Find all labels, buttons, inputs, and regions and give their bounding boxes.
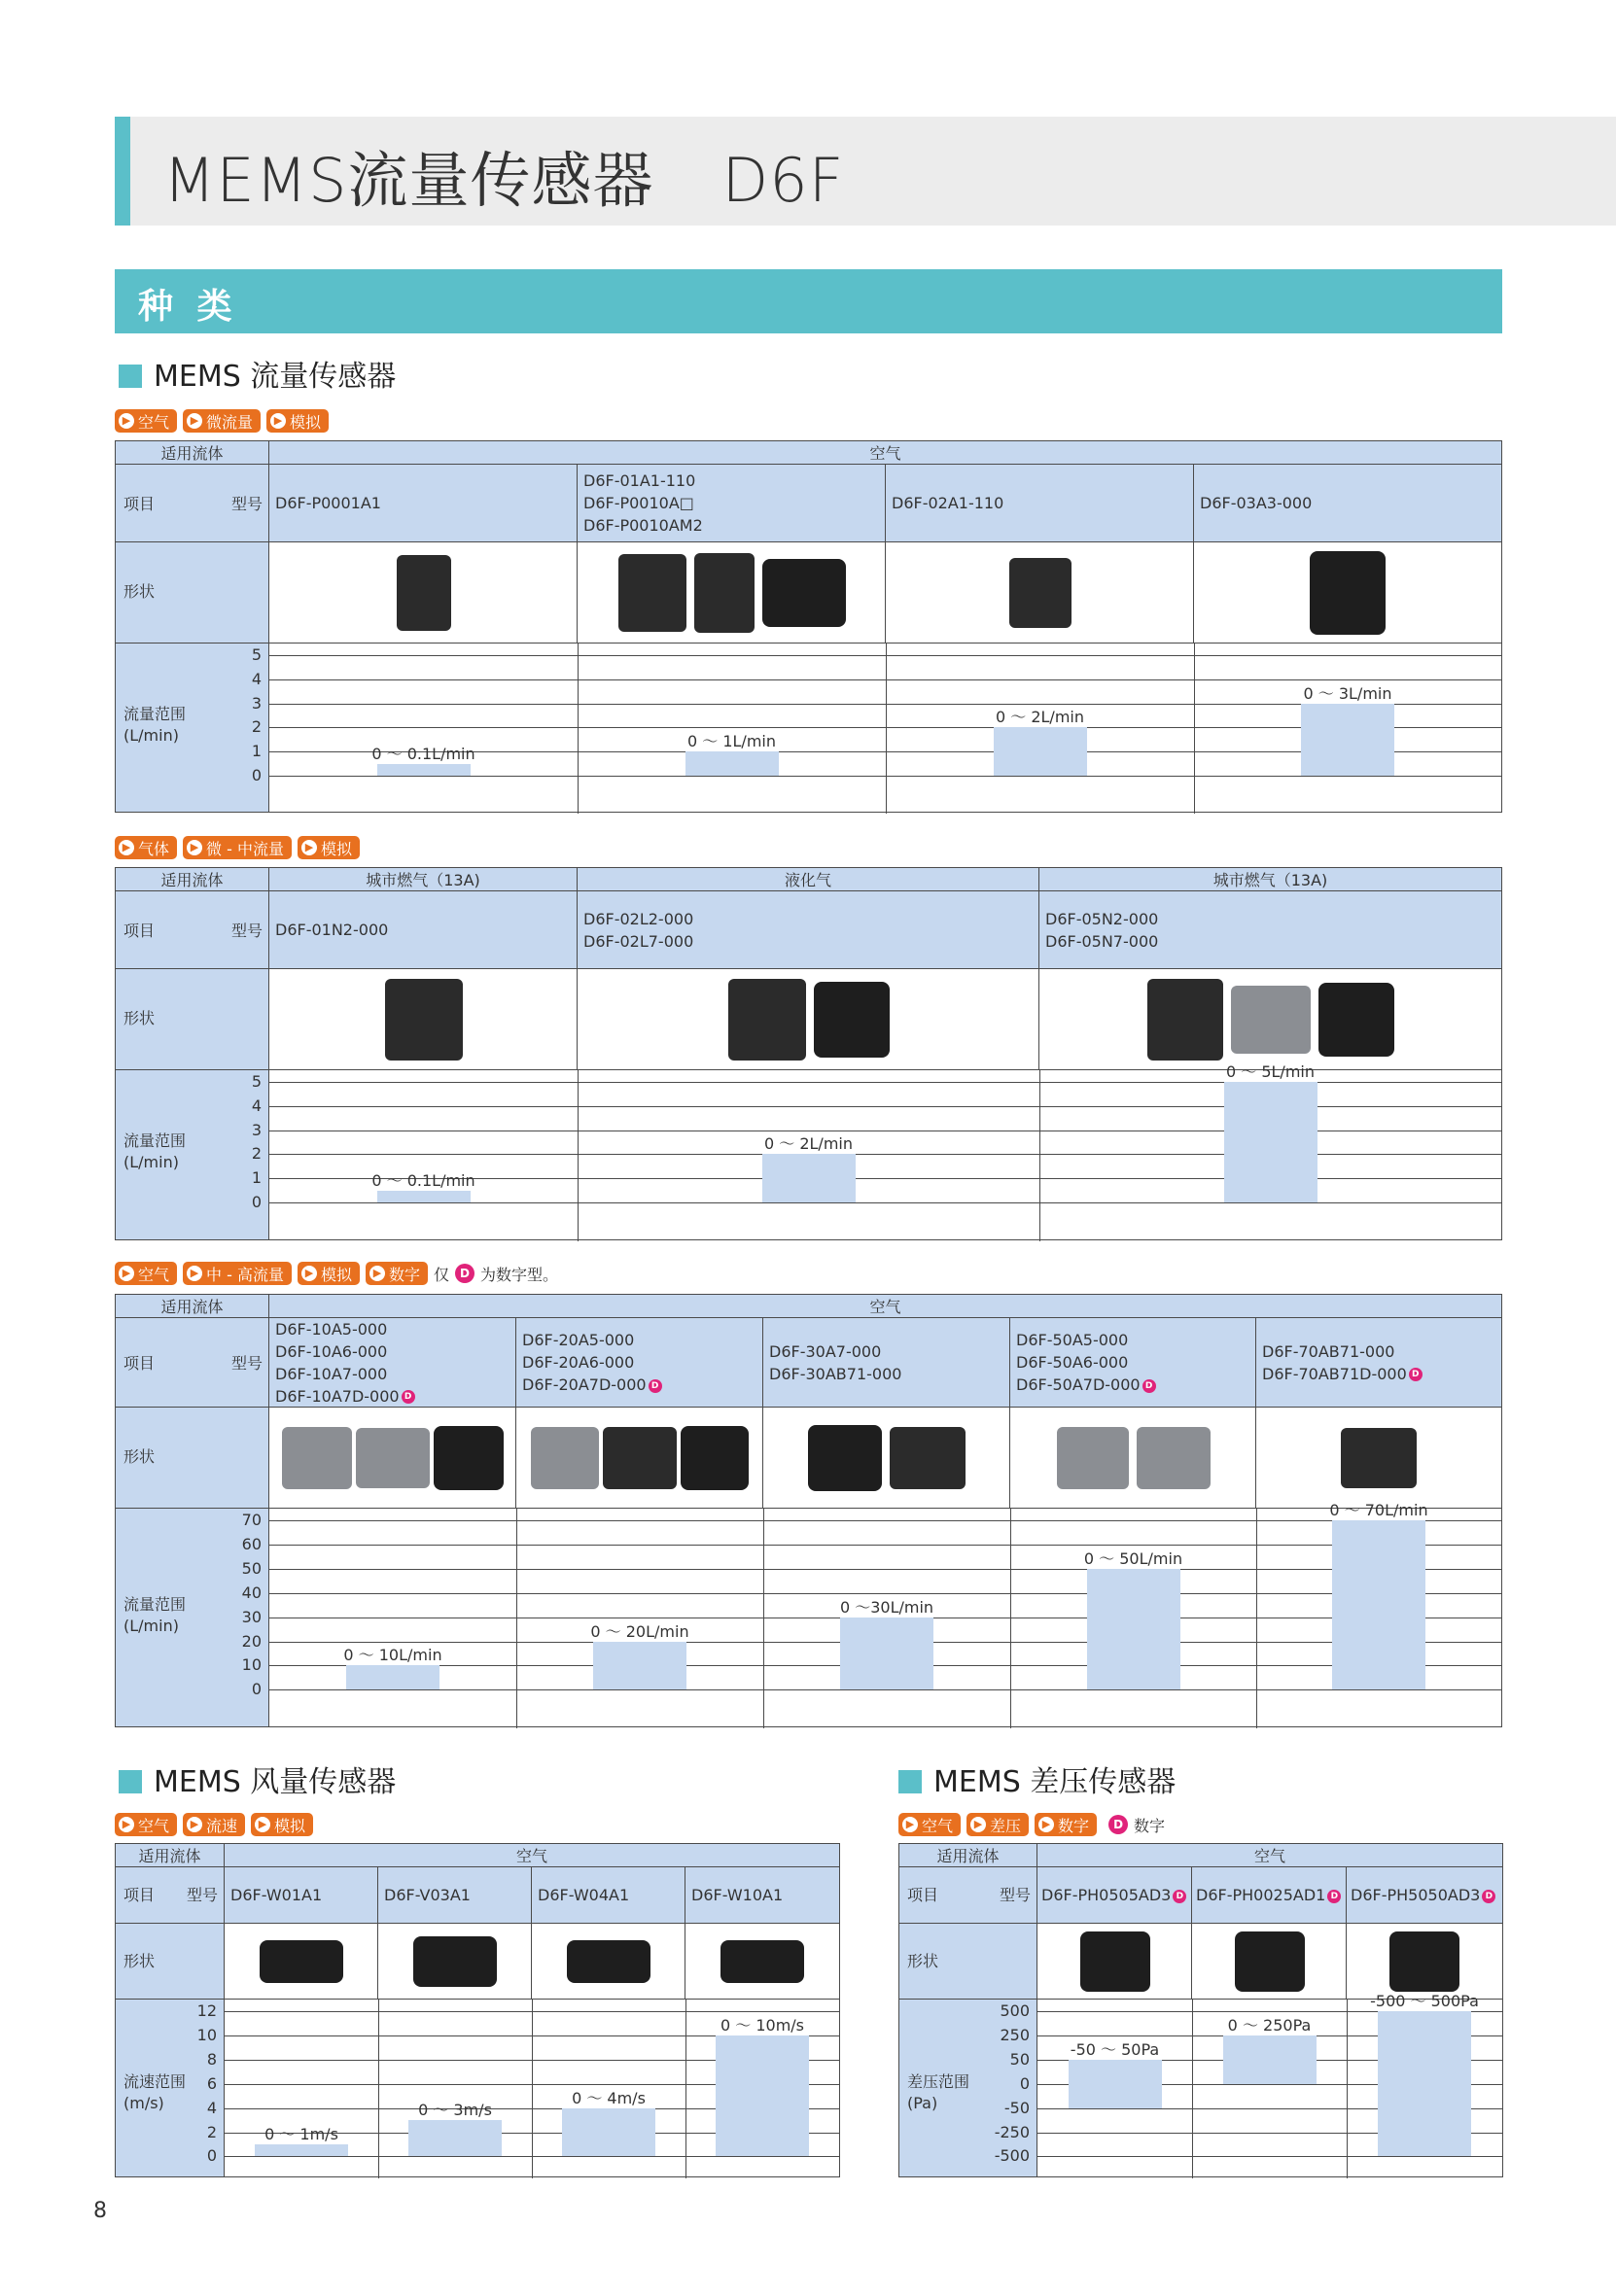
column-divider — [1010, 1509, 1011, 1728]
tag-analog: ▶ 模拟 — [298, 836, 360, 859]
subhead-text: MEMS 风量传感器 — [154, 1765, 397, 1799]
table-diff-pressure-sensors — [898, 1843, 1503, 2177]
model-cell: D6F-03A3-000 — [1194, 465, 1501, 542]
shape-cell — [1039, 969, 1501, 1070]
y-tick-label: 2 — [251, 1144, 262, 1164]
range-label: 0 ～ 20L/min — [590, 1621, 689, 1641]
fluid-air: 空气 — [269, 1295, 1501, 1318]
fluid-label: 适用流体 — [116, 441, 269, 465]
tag-analog: ▶ 模拟 — [266, 409, 329, 433]
sensor-image — [260, 1940, 343, 1983]
column-divider — [1256, 1509, 1257, 1728]
subhead-air-velocity-sensor — [119, 1757, 396, 1800]
y-tick-label: -50 — [1003, 2098, 1030, 2117]
range-label: 0 ～ 250Pa — [1227, 2015, 1312, 2035]
tag-analog: ▶ 模拟 — [251, 1813, 313, 1836]
shape-cell — [269, 542, 578, 644]
range-bar — [377, 1191, 471, 1202]
range-label: 0 ～ 10L/min — [343, 1646, 442, 1665]
column-divider — [378, 2000, 379, 2178]
fluid-label: 适用流体 — [899, 1844, 1037, 1867]
shape-cell — [269, 969, 578, 1070]
model-cell: D6F-10A5-000 D6F-10A6-000 D6F-10A7-000 D6F-10A7D-000 D — [269, 1318, 516, 1408]
shape-cell — [1010, 1408, 1256, 1509]
square-bullet-icon — [119, 365, 142, 388]
shape-label: 形状 — [899, 1924, 1037, 2000]
range-bar — [716, 2035, 809, 2157]
model-cell: D6F-70AB71-000 D6F-70AB71D-000 D — [1256, 1318, 1501, 1408]
item-model-label: 项目 型号 — [116, 1318, 269, 1408]
model-cell: D6F-V03A1 — [378, 1867, 532, 1924]
range-bar — [762, 1154, 856, 1202]
column-divider — [1347, 2000, 1348, 2178]
table-flow-sensors-high — [115, 1294, 1502, 1727]
y-tick-label: 0 — [251, 766, 262, 784]
tag-micro-flow: ▶ 微流量 — [183, 409, 261, 433]
y-tick-label: 6 — [206, 2073, 217, 2093]
sensor-image — [1318, 983, 1394, 1057]
sensor-image — [413, 1936, 497, 1987]
range-label: 0 ～ 3L/min — [1303, 683, 1392, 703]
sensor-image — [1231, 986, 1311, 1054]
range-label: 0 ～ 1m/s — [264, 2124, 338, 2143]
range-bar — [1224, 1082, 1317, 1202]
sensor-image — [694, 553, 755, 633]
range-label: 0 ～ 0.1L/min — [371, 1171, 475, 1190]
subhead-text: MEMS 流量传感器 — [154, 360, 397, 394]
shape-cell — [685, 1924, 839, 2000]
digital-mark-icon: D — [455, 1264, 474, 1283]
square-bullet-icon — [119, 1770, 142, 1793]
section-title: 种 类 — [138, 287, 238, 327]
column-divider — [763, 1509, 764, 1728]
title-model: D6F — [721, 145, 845, 216]
range-label: 0 ～ 50L/min — [1083, 1548, 1183, 1568]
model-cell: D6F-50A5-000 D6F-50A6-000 D6F-50A7D-000 D — [1010, 1318, 1256, 1408]
sensor-image — [356, 1428, 430, 1488]
shape-cell — [269, 1408, 516, 1509]
table-flow-sensors-micro — [115, 440, 1502, 813]
y-tick-label: 12 — [196, 2001, 217, 2020]
sensor-image — [567, 1940, 650, 1983]
page-title — [163, 132, 844, 219]
y-tick-label: 1 — [251, 1168, 262, 1188]
sensor-image — [1389, 1931, 1459, 1992]
chevron-right-icon: ▶ — [270, 413, 286, 429]
y-tick-label: 40 — [241, 1583, 262, 1602]
shape-cell — [378, 1924, 532, 2000]
tag-micro-mid-flow: ▶ 微 - 中流量 — [183, 836, 292, 859]
y-tick-label: 4 — [251, 1096, 262, 1115]
grid-line — [269, 1569, 1501, 1570]
sensor-image — [762, 559, 846, 627]
flow-range-label: 流量范围 (L/min) — [116, 1509, 269, 1726]
table-gas-sensors — [115, 867, 1502, 1240]
chevron-right-icon: ▶ — [187, 413, 202, 429]
fluid-air: 空气 — [225, 1844, 839, 1867]
chevron-right-icon: ▶ — [301, 840, 317, 855]
y-tick-label: 5 — [251, 645, 262, 664]
sensor-image — [618, 554, 686, 632]
tag-air: ▶ 空气 — [115, 1262, 177, 1285]
sensor-image — [1137, 1427, 1211, 1489]
shape-label: 形状 — [116, 969, 269, 1070]
model-cell: D6F-01A1-110 D6F-P0010A□ D6F-P0010AM2 — [578, 465, 886, 542]
sensor-image — [1235, 1931, 1305, 1992]
range-bar — [1378, 2011, 1471, 2156]
column-divider — [886, 644, 887, 814]
shape-cell — [1256, 1408, 1501, 1509]
shape-cell — [1194, 542, 1501, 644]
tag-digital: ▶ 数字 — [366, 1262, 428, 1285]
fluid-city-gas: 城市燃气（13A) — [269, 868, 578, 891]
y-tick-label: 30 — [241, 1607, 262, 1626]
range-bar — [840, 1618, 933, 1690]
y-tick-label: 60 — [241, 1534, 262, 1553]
chevron-right-icon: ▶ — [187, 840, 202, 855]
fluid-lpg: 液化气 — [578, 868, 1039, 891]
shape-cell — [578, 542, 886, 644]
model-cell: D6F-PH0505AD3 D — [1037, 1867, 1192, 1924]
sensor-image — [720, 1940, 804, 1983]
item-model-label: 项目 型号 — [116, 1867, 225, 1924]
tag-air: ▶ 空气 — [115, 409, 177, 433]
digital-mark-icon: D — [1409, 1368, 1423, 1381]
sensor-image — [1009, 558, 1071, 628]
pressure-range-label: 差压范围 (Pa) — [899, 2000, 1037, 2176]
range-bar — [562, 2108, 655, 2157]
sensor-image — [681, 1426, 749, 1490]
sensor-image — [890, 1427, 966, 1489]
digital-mark-icon: D — [1142, 1379, 1156, 1393]
section-band — [115, 269, 1502, 333]
tag-air: ▶ 空气 — [115, 1813, 177, 1836]
shape-cell — [1037, 1924, 1192, 2000]
tag-air: ▶ 空气 — [898, 1813, 961, 1836]
digital-note-suffix: 为数字型。 — [480, 1265, 559, 1284]
square-bullet-icon — [898, 1770, 922, 1793]
shape-cell — [763, 1408, 1010, 1509]
shape-cell — [516, 1408, 763, 1509]
y-tick-label: 0 — [251, 1193, 262, 1211]
model-cell: D6F-05N2-000 D6F-05N7-000 — [1039, 891, 1501, 969]
y-tick-label: 10 — [196, 2025, 217, 2044]
digital-mark-icon: D — [1173, 1890, 1186, 1903]
subhead-diff-pressure-sensor — [898, 1757, 1176, 1800]
sensor-image — [1310, 551, 1386, 635]
y-tick-label: 5 — [251, 1072, 262, 1091]
fluid-label: 适用流体 — [116, 868, 269, 891]
grid-line — [269, 1202, 1501, 1203]
range-label: 0 ～ 4m/s — [572, 2088, 646, 2107]
digital-mark-icon: D — [402, 1390, 415, 1404]
model-cell: D6F-W10A1 — [685, 1867, 839, 1924]
subhead-text: MEMS 差压传感器 — [933, 1765, 1177, 1799]
chevron-right-icon: ▶ — [187, 1266, 202, 1281]
shape-cell — [578, 969, 1039, 1070]
tag-velocity: ▶ 流速 — [183, 1813, 245, 1836]
sensor-image — [814, 982, 890, 1058]
range-label: -500 ～ 500Pa — [1370, 1992, 1479, 2010]
range-bar — [255, 2144, 348, 2156]
y-tick-label: 0 — [1019, 2073, 1030, 2093]
chevron-right-icon: ▶ — [255, 1817, 270, 1832]
y-tick-label: 2 — [251, 717, 262, 737]
y-tick-label: 3 — [251, 693, 262, 713]
range-bar — [1069, 2060, 1162, 2108]
range-label: 0 ～ 0.1L/min — [371, 745, 475, 763]
fluid-label: 适用流体 — [116, 1844, 225, 1867]
y-tick-label: 4 — [206, 2098, 217, 2117]
y-tick-label: 8 — [206, 2049, 217, 2069]
flow-range-label: 流量范围 (L/min) — [116, 644, 269, 812]
y-tick-label: 70 — [241, 1511, 262, 1529]
flow-range-label: 流量范围 (L/min) — [116, 1070, 269, 1239]
grid-line — [269, 1593, 1501, 1594]
y-tick-label: 0 — [206, 2146, 217, 2166]
shape-label: 形状 — [116, 1408, 269, 1509]
sensor-image — [1080, 1931, 1150, 1992]
range-bar — [1301, 704, 1394, 776]
item-model-label: 项目 型号 — [899, 1867, 1037, 1924]
tags-table1 — [115, 408, 334, 434]
item-model-label: 项目 型号 — [116, 891, 269, 969]
sensor-image — [1341, 1428, 1417, 1488]
y-tick-label: -500 — [994, 2146, 1030, 2166]
tags-table4 — [115, 1812, 319, 1837]
y-tick-label: 50 — [241, 1558, 262, 1578]
range-bar — [1332, 1520, 1425, 1689]
digital-note: 数字 — [1134, 1816, 1166, 1835]
title-text: MEMS流量传感器 — [163, 145, 654, 216]
model-cell: D6F-02L2-000 D6F-02L7-000 — [578, 891, 1039, 969]
grid-line — [269, 1520, 1501, 1521]
model-cell: D6F-P0001A1 — [269, 465, 578, 542]
model-cell: D6F-PH5050AD3 D — [1347, 1867, 1502, 1924]
digital-note-prefix: 仅 — [434, 1265, 450, 1284]
sensor-image — [434, 1426, 504, 1490]
range-label: 0 ～ 5L/min — [1225, 1062, 1315, 1081]
shape-cell — [532, 1924, 685, 2000]
range-bar — [346, 1665, 439, 1689]
chevron-right-icon: ▶ — [119, 1266, 134, 1281]
chevron-right-icon: ▶ — [119, 840, 134, 855]
range-bar — [408, 2120, 502, 2156]
chevron-right-icon: ▶ — [119, 1817, 134, 1832]
y-tick-label: 50 — [1009, 2049, 1030, 2069]
range-label: -50 ～ 50Pa — [1070, 2039, 1160, 2059]
model-cell: D6F-02A1-110 — [886, 465, 1194, 542]
title-accent-stripe — [115, 117, 130, 226]
shape-cell — [886, 542, 1194, 644]
y-tick-label: 20 — [241, 1631, 262, 1651]
range-bar — [994, 727, 1087, 776]
digital-mark-icon: D — [649, 1379, 662, 1393]
range-label: 0 ～ 70L/min — [1329, 1501, 1428, 1519]
tags-table5 — [898, 1812, 1165, 1837]
column-divider — [1194, 644, 1195, 814]
y-tick-label: 10 — [241, 1655, 262, 1675]
tags-table2 — [115, 835, 366, 860]
tag-analog: ▶ 模拟 — [298, 1262, 360, 1285]
sensor-image — [808, 1425, 882, 1491]
fluid-city-gas: 城市燃气（13A) — [1039, 868, 1501, 891]
tag-gas: ▶ 气体 — [115, 836, 177, 859]
range-bar — [685, 751, 779, 776]
range-bar — [377, 764, 471, 776]
table-air-velocity-sensors — [115, 1843, 840, 2177]
shape-label: 形状 — [116, 542, 269, 644]
chevron-right-icon: ▶ — [970, 1817, 986, 1832]
column-divider — [1039, 1070, 1040, 1241]
sensor-image — [531, 1427, 599, 1489]
range-label: 0 ～30L/min — [839, 1597, 934, 1617]
y-tick-label: 4 — [251, 669, 262, 688]
range-label: 0 ～ 2L/min — [763, 1134, 853, 1154]
sensor-image — [282, 1427, 352, 1489]
shape-cell — [1192, 1924, 1347, 2000]
chevron-right-icon: ▶ — [369, 1266, 385, 1281]
shape-cell — [225, 1924, 378, 2000]
model-cell: D6F-01N2-000 — [269, 891, 578, 969]
item-model-label: 项目 型号 — [116, 465, 269, 542]
chevron-right-icon: ▶ — [301, 1266, 317, 1281]
range-label: 0 ～ 2L/min — [995, 708, 1084, 727]
page-number: 8 — [93, 2199, 107, 2223]
range-bar — [1087, 1569, 1180, 1690]
shape-label: 形状 — [116, 1924, 225, 2000]
fluid-label: 适用流体 — [116, 1295, 269, 1318]
digital-mark-icon: D — [1482, 1890, 1495, 1903]
sensor-image — [1057, 1427, 1129, 1489]
range-label: 0 ～ 3m/s — [418, 2101, 492, 2120]
chevron-right-icon: ▶ — [119, 413, 134, 429]
fluid-air: 空气 — [269, 441, 1501, 465]
y-tick-label: 3 — [251, 1120, 262, 1139]
sensor-image — [1147, 979, 1223, 1061]
tag-digital: ▶ 数字 — [1035, 1813, 1097, 1836]
grid-line — [1037, 2156, 1502, 2157]
chevron-right-icon: ▶ — [187, 1817, 202, 1832]
range-bar — [1223, 2035, 1317, 2084]
y-tick-label: -250 — [994, 2122, 1030, 2141]
range-bar — [593, 1642, 686, 1690]
sensor-image — [728, 979, 806, 1061]
digital-mark-icon: D — [1327, 1890, 1341, 1903]
tags-table3 — [115, 1261, 558, 1286]
sensor-image — [397, 555, 451, 631]
tag-mid-high-flow: ▶ 中 - 高流量 — [183, 1262, 292, 1285]
range-label: 0 ～ 1L/min — [686, 732, 776, 751]
y-tick-label: 0 — [251, 1680, 262, 1699]
model-cell: D6F-W04A1 — [532, 1867, 685, 1924]
fluid-air: 空气 — [1037, 1844, 1502, 1867]
tag-diff-pressure: ▶ 差压 — [966, 1813, 1029, 1836]
range-label: 0 ～ 10m/s — [720, 2015, 805, 2035]
y-tick-label: 2 — [206, 2122, 217, 2141]
velocity-range-label: 流速范围 (m/s) — [116, 2000, 225, 2176]
model-cell: D6F-W01A1 — [225, 1867, 378, 1924]
sensor-image — [603, 1427, 677, 1489]
y-tick-label: 1 — [251, 742, 262, 761]
model-cell: D6F-30A7-000 D6F-30AB71-000 — [763, 1318, 1010, 1408]
column-divider — [578, 1070, 579, 1241]
model-cell: D6F-PH0025AD1 D — [1192, 1867, 1347, 1924]
grid-line — [269, 1689, 1501, 1690]
digital-mark-icon: D — [1108, 1815, 1128, 1834]
grid-line — [269, 1545, 1501, 1546]
model-cell: D6F-20A5-000 D6F-20A6-000 D6F-20A7D-000 D — [516, 1318, 763, 1408]
subhead-flow-sensor — [119, 352, 396, 395]
sensor-image — [385, 979, 463, 1061]
chevron-right-icon: ▶ — [1038, 1817, 1054, 1832]
y-tick-label: 500 — [1000, 2001, 1030, 2020]
y-tick-label: 250 — [1000, 2025, 1030, 2044]
chevron-right-icon: ▶ — [902, 1817, 918, 1832]
